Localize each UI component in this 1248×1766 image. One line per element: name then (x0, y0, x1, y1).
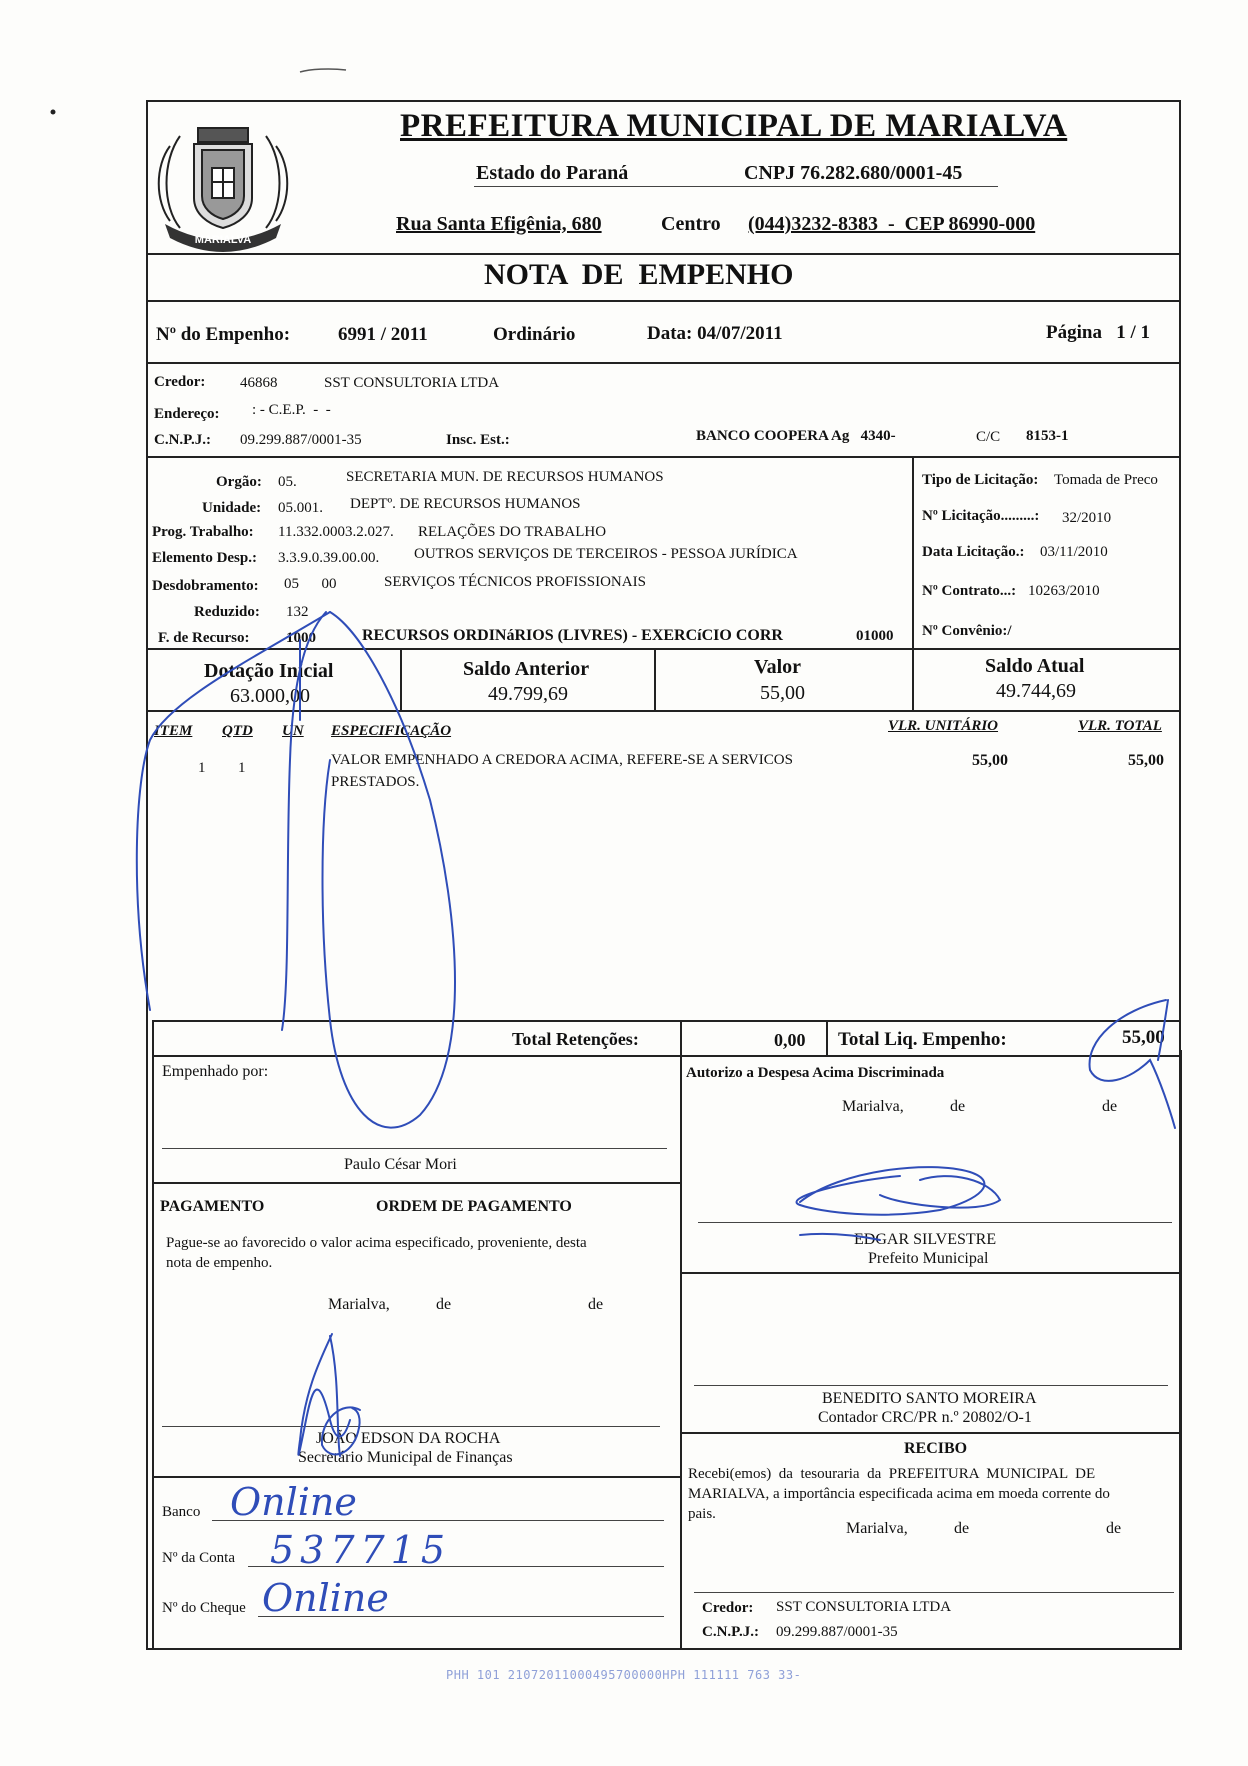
bottom-border (152, 1648, 1182, 1650)
header-divider (146, 253, 1179, 255)
reduzido-label: Reduzido: (194, 604, 260, 620)
title-divider (146, 300, 1179, 302)
cheque-label: Nº do Cheque (162, 1600, 246, 1616)
banco-value: Online (230, 1480, 357, 1524)
pagamento-de-1: de (436, 1296, 452, 1313)
cc-label: C/C (976, 429, 1001, 445)
credor-name: SST CONSULTORIA LTDA (324, 375, 500, 391)
prefeito-name: EDGAR SILVESTRE (854, 1231, 997, 1248)
recibo-de-1: de (954, 1520, 970, 1537)
dotacao-value: 63.000,00 (230, 685, 310, 707)
row-item: 1 (198, 760, 206, 776)
cheque-value: Online (262, 1576, 389, 1620)
state-name: Estado do Paraná (476, 162, 629, 184)
credor-divider (146, 456, 1179, 458)
desdobramento-code: 05 00 (284, 576, 337, 592)
autorizo-divider (680, 1272, 1180, 1274)
recibo-cnpj-value: 09.299.887/0001-35 (776, 1624, 898, 1640)
elemento-code: 3.3.9.0.39.00.00. (278, 550, 380, 566)
col-header-unit-value: VLR. UNITÁRIO (888, 718, 999, 734)
ordem-pagamento-label: ORDEM DE PAGAMENTO (376, 1198, 572, 1215)
state-underline (474, 186, 998, 187)
desdobramento-label: Desdobramento: (152, 578, 259, 594)
endereco-label: Endereço: (154, 406, 220, 422)
elemento-label: Elemento Desp.: (152, 550, 257, 566)
row-unit-value: 55,00 (972, 752, 1008, 769)
budget-divider (146, 648, 1179, 650)
licitacao-divider (912, 456, 914, 648)
prefeito-signature-line (698, 1222, 1172, 1223)
empenho-label: Nº do Empenho: (156, 324, 291, 345)
saldo-anterior-value: 49.799,69 (488, 683, 568, 705)
totals-top (152, 1020, 1180, 1022)
bank-info: BANCO COOPERA Ag 4340- (696, 428, 896, 444)
num-licitacao-label: Nº Licitação.........: (922, 508, 1040, 524)
pagamento-divider (152, 1476, 680, 1478)
row-qtd: 1 (238, 760, 246, 776)
row-spec-line2: PRESTADOS. (331, 774, 420, 790)
municipality-phone-cep: (044)3232-8383 - CEP 86990-000 (748, 213, 1036, 235)
cnpj-value: 09.299.887/0001-35 (240, 432, 362, 448)
recibo-line1: Recebi(emos) da tesouraria da PREFEITURA MUNICIPAL DE (688, 1466, 1096, 1482)
autorizo-label: Autorizo a Despesa Acima Discriminada (686, 1065, 945, 1081)
pagamento-de-2: de (588, 1296, 604, 1313)
empenho-type: Ordinário (493, 324, 576, 345)
contador-name: BENEDITO SANTO MOREIRA (822, 1390, 1037, 1407)
fonte-number: 01000 (856, 628, 894, 644)
frame-left-lower (152, 1020, 154, 1650)
insc-est-label: Insc. Est.: (446, 432, 510, 448)
footer-scan-code: PHH 101 21072011000495700000HPH 111111 763 33- (446, 1668, 802, 1682)
recibo-credor-label: Credor: (702, 1600, 754, 1616)
row-spec-line1: VALOR EMPENHADO A CREDORA ACIMA, REFERE-SE A SERVICOS (331, 752, 793, 768)
recibo-label: RECIBO (904, 1440, 968, 1457)
contador-role: Contador CRC/PR n.º 20802/O-1 (818, 1409, 1032, 1426)
num-licitacao-value: 32/2010 (1062, 510, 1112, 526)
col-header-total-value: VLR. TOTAL (1078, 718, 1162, 734)
municipality-title: PREFEITURA MUNICIPAL DE MARIALVA (400, 108, 1068, 144)
fonte-name: RECURSOS ORDINáRIOS (LIVRES) - EXERCíCIO CORR (362, 627, 783, 644)
prefeito-role: Prefeito Municipal (868, 1250, 989, 1267)
valor-value: 55,00 (760, 682, 805, 704)
secretario-signature-line (162, 1426, 660, 1427)
recibo-de-2: de (1106, 1520, 1122, 1537)
cc-value: 8153-1 (1026, 428, 1069, 444)
seal-text: MARIALVA (194, 234, 252, 246)
saldos-divider (146, 710, 1179, 712)
orgao-label: Orgão: (216, 474, 262, 490)
frame-right-lower (1180, 1050, 1182, 1648)
row-total-value: 55,00 (1128, 752, 1164, 769)
credor-label: Credor: (154, 374, 206, 390)
reduzido-value: 132 (286, 604, 309, 620)
autorizo-city: Marialva, (842, 1098, 904, 1115)
municipality-address: Rua Santa Efigênia, 680 (396, 213, 602, 235)
data-licitacao-value: 03/11/2010 (1040, 544, 1108, 560)
empenho-date: Data: 04/07/2011 (647, 323, 783, 344)
saldo-col-3 (912, 648, 914, 710)
fonte-label: F. de Recurso: (158, 630, 250, 646)
prog-code: 11.332.0003.2.027. (278, 524, 394, 540)
unidade-code: 05.001. (278, 500, 323, 516)
valor-label: Valor (754, 656, 802, 678)
empenhado-label: Empenhado por: (162, 1063, 269, 1080)
conta-value: 537715 (270, 1528, 452, 1572)
prog-label: Prog. Trabalho: (152, 524, 254, 540)
recibo-credor-name: SST CONSULTORIA LTDA (776, 1599, 952, 1615)
recibo-line2: MARIALVA, a importância especificada acima em moeda corrente do (688, 1486, 1110, 1502)
totals-col-2 (826, 1020, 828, 1056)
empenhado-name: Paulo César Mori (344, 1156, 457, 1173)
coat-of-arms (150, 106, 296, 254)
recibo-line3: pais. (688, 1506, 716, 1522)
saldo-atual-label: Saldo Atual (985, 655, 1085, 677)
saldo-col-1 (400, 648, 402, 710)
municipality-cnpj: CNPJ 76.282.680/0001-45 (744, 162, 963, 184)
col-header-qtd: QTD (222, 723, 253, 739)
desdobramento-name: SERVIÇOS TÉCNICOS PROFISSIONAIS (384, 574, 646, 590)
fonte-code: 1000 (286, 630, 316, 646)
orgao-name: SECRETARIA MUN. DE RECURSOS HUMANOS (346, 469, 664, 485)
endereco-value: : - C.E.P. - - (252, 402, 331, 418)
cnpj-label: C.N.P.J.: (154, 432, 211, 448)
saldo-atual-value: 49.744,69 (996, 680, 1076, 702)
document-title: NOTA DE EMPENHO (484, 258, 794, 291)
municipality-district: Centro (661, 213, 721, 235)
contador-divider (680, 1432, 1180, 1434)
secretario-role: Secretário Municipal de Finanças (298, 1449, 513, 1466)
tipo-licitacao-value: Tomada de Preco (1054, 472, 1158, 488)
contador-signature-line (694, 1385, 1168, 1386)
unidade-name: DEPTº. DE RECURSOS HUMANOS (350, 496, 581, 512)
empenhado-divider (152, 1182, 680, 1184)
retencoes-value: 0,00 (774, 1030, 806, 1050)
empenhado-signature-line (162, 1148, 667, 1149)
retencoes-label: Total Retenções: (512, 1029, 639, 1049)
autorizo-de-2: de (1102, 1098, 1118, 1115)
col-header-item: ITEM (154, 723, 193, 739)
secretario-name: JOÃO EDSON DA ROCHA (316, 1430, 501, 1447)
pagamento-label: PAGAMENTO (160, 1198, 265, 1215)
total-liquido-label: Total Liq. Empenho: (838, 1029, 1007, 1050)
banco-label: Banco (162, 1504, 201, 1520)
recibo-signature-line (694, 1592, 1174, 1593)
recibo-city: Marialva, (846, 1520, 908, 1537)
pagamento-city: Marialva, (328, 1296, 390, 1313)
pagamento-text-line2: nota de empenho. (166, 1255, 273, 1271)
page-number: Página 1 / 1 (1046, 322, 1150, 343)
contrato-value: 10263/2010 (1028, 583, 1100, 599)
pagamento-text-line1: Pague-se ao favorecido o valor acima especificado, proveniente, desta (166, 1235, 587, 1251)
empenho-divider (146, 362, 1179, 364)
data-licitacao-label: Data Licitação.: (922, 544, 1025, 560)
saldo-anterior-label: Saldo Anterior (463, 658, 590, 680)
convenio-label: Nº Convênio:/ (922, 623, 1012, 639)
orgao-code: 05. (278, 474, 297, 490)
prog-name: RELAÇÕES DO TRABALHO (418, 524, 607, 540)
saldo-col-2 (654, 648, 656, 710)
totals-col-1 (680, 1020, 682, 1056)
total-liquido-value: 55,00 (1122, 1027, 1165, 1048)
col-header-un: UN (282, 723, 304, 739)
autorizo-de-1: de (950, 1098, 966, 1115)
conta-label: Nº da Conta (162, 1550, 235, 1566)
tipo-licitacao-label: Tipo de Licitação: (922, 472, 1039, 488)
elemento-name: OUTROS SERVIÇOS DE TERCEIROS - PESSOA JURÍDICA (414, 546, 798, 562)
credor-code: 46868 (240, 375, 278, 391)
lower-center-divider (680, 1055, 682, 1648)
col-header-spec: ESPECIFICAÇÃO (331, 723, 452, 739)
contrato-label: Nº Contrato...: (922, 583, 1017, 599)
unidade-label: Unidade: (202, 500, 262, 516)
dotacao-label: Dotação Inicial (204, 660, 334, 682)
recibo-cnpj-label: C.N.P.J.: (702, 1624, 759, 1640)
totals-bottom (152, 1055, 1180, 1057)
empenho-number: 6991 / 2011 (338, 324, 428, 345)
